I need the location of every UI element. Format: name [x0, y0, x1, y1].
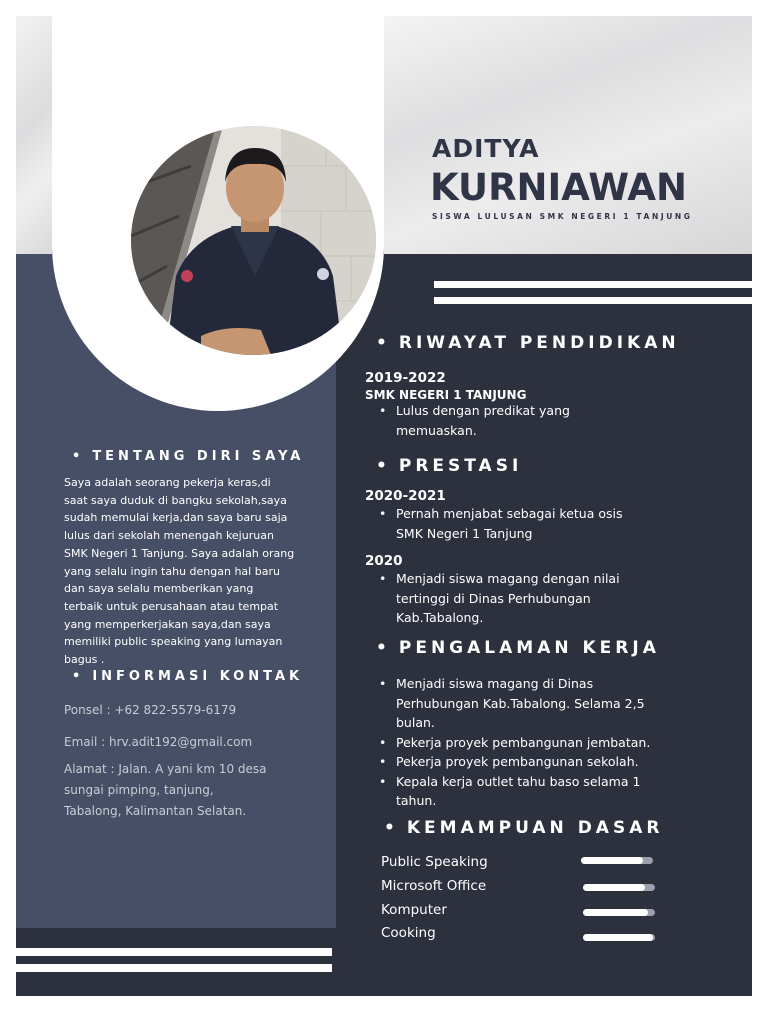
list-item: • Pernah menjabat sebagai ketua osis SMK Negeri 1 Tanjung [366, 504, 726, 543]
about-text: Saya adalah seorang pekerja keras,di saat saya duduk di bangku sekolah,saya sudah memulai kerja,dan saya baru saja lulus dari sekolah menengah kejuruan SMK Negeri 1 Tanjung. Saya adalah orang yang selalu ingin tahu dengan hal baru dan saya selalu memberikan yang terbaik untuk perusahaan atau tempat yang memperkerjakan saya,dan saya memiliki public speaking yang lumayan bagus . [64, 476, 295, 667]
profile-photo [131, 126, 376, 355]
about-heading: • TENTANG DIRI SAYA [72, 449, 305, 464]
skill-bar-fill [583, 909, 648, 916]
marble-background-left [16, 16, 52, 254]
skill-bar [583, 909, 655, 916]
skill-label: Microsoft Office [381, 878, 487, 894]
list-item: • Menjadi siswa magang di Dinas Perhubungan Kab.Tabalong. Selama 2,5 bulan. [366, 674, 746, 733]
experience-list [366, 674, 746, 811]
experience-heading: • PENGALAMAN KERJA [376, 638, 660, 658]
skill-bar-fill [583, 934, 653, 941]
list-item: • Menjadi siswa magang dengan nilai tertinggi di Dinas Perhubungan Kab.Tabalong. [366, 569, 726, 628]
skill-bar [583, 884, 655, 891]
achievement-year: 2020 [365, 553, 403, 569]
skill-bar [581, 857, 653, 864]
resume-card [16, 16, 752, 996]
name-last: KURNIAWAN [430, 166, 688, 209]
decor-line [16, 964, 332, 972]
achievement-list [366, 504, 726, 543]
contact-email: Email : hrv.adit192@gmail.com [64, 735, 253, 749]
skill-bar-fill [581, 857, 643, 864]
education-list [366, 401, 726, 440]
list-item: • Kepala kerja outlet tahu baso selama 1 tahun. [366, 772, 746, 811]
name-first: ADITYA [432, 134, 540, 163]
photo-capsule [52, 16, 384, 411]
education-heading: • RIWAYAT PENDIDIKAN [376, 333, 680, 353]
contact-heading: • INFORMASI KONTAK [72, 669, 304, 684]
decor-line [434, 281, 752, 288]
skills-heading: • KEMAMPUAN DASAR [384, 818, 664, 838]
decor-line [16, 948, 332, 956]
list-item: • Pekerja proyek pembangunan sekolah. [366, 752, 746, 772]
skill-bar [583, 934, 655, 941]
subtitle: SISWA LULUSAN SMK NEGERI 1 TANJUNG [432, 212, 693, 221]
education-year: 2019-2022 [365, 370, 446, 386]
list-item: • Pekerja proyek pembangunan jembatan. [366, 733, 746, 753]
skill-bar-fill [583, 884, 645, 891]
achievements-heading: • PRESTASI [376, 456, 523, 476]
contact-phone: Ponsel : +62 822-5579-6179 [64, 703, 237, 717]
education-school: SMK NEGERI 1 TANJUNG [365, 388, 527, 402]
skill-label: Cooking [381, 925, 436, 941]
skill-label: Komputer [381, 902, 447, 918]
decor-line [434, 297, 752, 304]
contact-address: Alamat : Jalan. A yani km 10 desa sungai pimping, tanjung, Tabalong, Kalimantan Selatan. [64, 762, 267, 818]
skill-label: Public Speaking [381, 854, 488, 870]
achievement-list [366, 569, 726, 628]
profile-photo-illustration [131, 126, 376, 355]
achievement-year: 2020-2021 [365, 488, 446, 504]
list-item: • Lulus dengan predikat yang memuaskan. [366, 401, 726, 440]
